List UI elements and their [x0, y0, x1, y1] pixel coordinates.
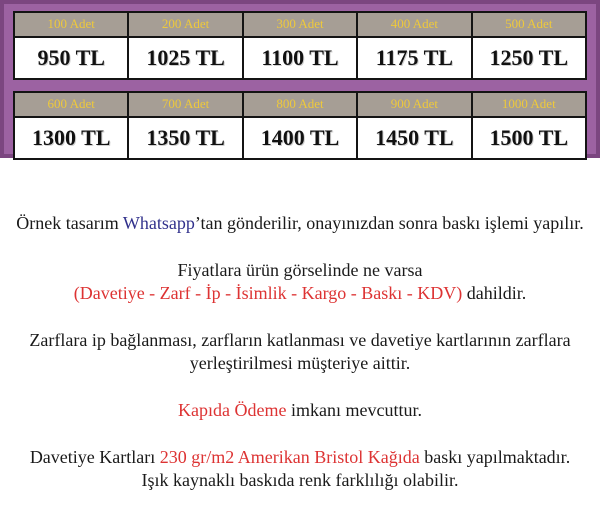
price-panel — [0, 0, 600, 158]
quantity-header-cell: 900 Adet — [357, 92, 471, 117]
quantity-header-cell: 600 Adet — [14, 92, 128, 117]
price-cell: 1450 TL — [357, 117, 471, 159]
note-color-difference: Işık kaynaklı baskıda renk farklılığı olabilir. — [141, 470, 459, 490]
note-price-includes-post: dahildir. — [462, 283, 527, 303]
note-included-items: (Davetiye - Zarf - İp - İsimlik - Kargo - Baskı - KDV) — [73, 283, 463, 303]
info-notes — [0, 158, 600, 492]
note-customer-responsibility-text: Zarflara ip bağlanması, zarfların katlanması ve davetiye kartlarının zarflara yerleştirilmesi müşteriye aittir. — [29, 330, 571, 373]
note-customer-responsibility — [6, 329, 594, 375]
quantity-header-cell: 800 Adet — [243, 92, 357, 117]
quantity-header-cell: 1000 Adet — [472, 92, 586, 117]
quantity-header-cell: 700 Adet — [128, 92, 242, 117]
price-cell: 1400 TL — [243, 117, 357, 159]
price-value-row — [14, 37, 586, 79]
note-cash-on-delivery-highlight: Kapıda Ödeme — [178, 400, 287, 420]
price-table-600-1000 — [13, 91, 587, 160]
price-cell: 1350 TL — [128, 117, 242, 159]
note-sample-design-pre: Örnek tasarım — [16, 213, 123, 233]
quantity-header-cell: 500 Adet — [472, 12, 586, 37]
price-value-row — [14, 117, 586, 159]
price-cell: 1250 TL — [472, 37, 586, 79]
note-price-includes — [6, 259, 594, 305]
note-paper-type-highlight: 230 gr/m2 Amerikan Bristol Kağıda — [159, 447, 420, 467]
whatsapp-brand-text: Whatsapp — [122, 213, 195, 233]
quantity-header-cell: 200 Adet — [128, 12, 242, 37]
quantity-header-row — [14, 12, 586, 37]
note-paper-type-post: baskı yapılmaktadır. — [419, 447, 571, 467]
quantity-header-row — [14, 92, 586, 117]
note-paper-type-pre: Davetiye Kartları — [29, 447, 160, 467]
price-cell: 1175 TL — [357, 37, 471, 79]
quantity-header-cell: 300 Adet — [243, 12, 357, 37]
note-cash-on-delivery — [6, 399, 594, 422]
note-sample-design — [6, 212, 594, 235]
note-paper-type — [6, 446, 594, 492]
quantity-header-cell: 100 Adet — [14, 12, 128, 37]
note-price-includes-line1: Fiyatlara ürün görselinde ne varsa — [177, 260, 423, 280]
price-cell: 950 TL — [14, 37, 128, 79]
price-cell: 1025 TL — [128, 37, 242, 79]
quantity-header-cell: 400 Adet — [357, 12, 471, 37]
price-cell: 1500 TL — [472, 117, 586, 159]
price-table-100-500 — [13, 11, 587, 80]
note-cash-on-delivery-post: imkanı mevcuttur. — [286, 400, 422, 420]
note-sample-design-post: ’tan gönderilir, onayınızdan sonra baskı işlemi yapılır. — [194, 213, 584, 233]
price-cell: 1100 TL — [243, 37, 357, 79]
price-cell: 1300 TL — [14, 117, 128, 159]
